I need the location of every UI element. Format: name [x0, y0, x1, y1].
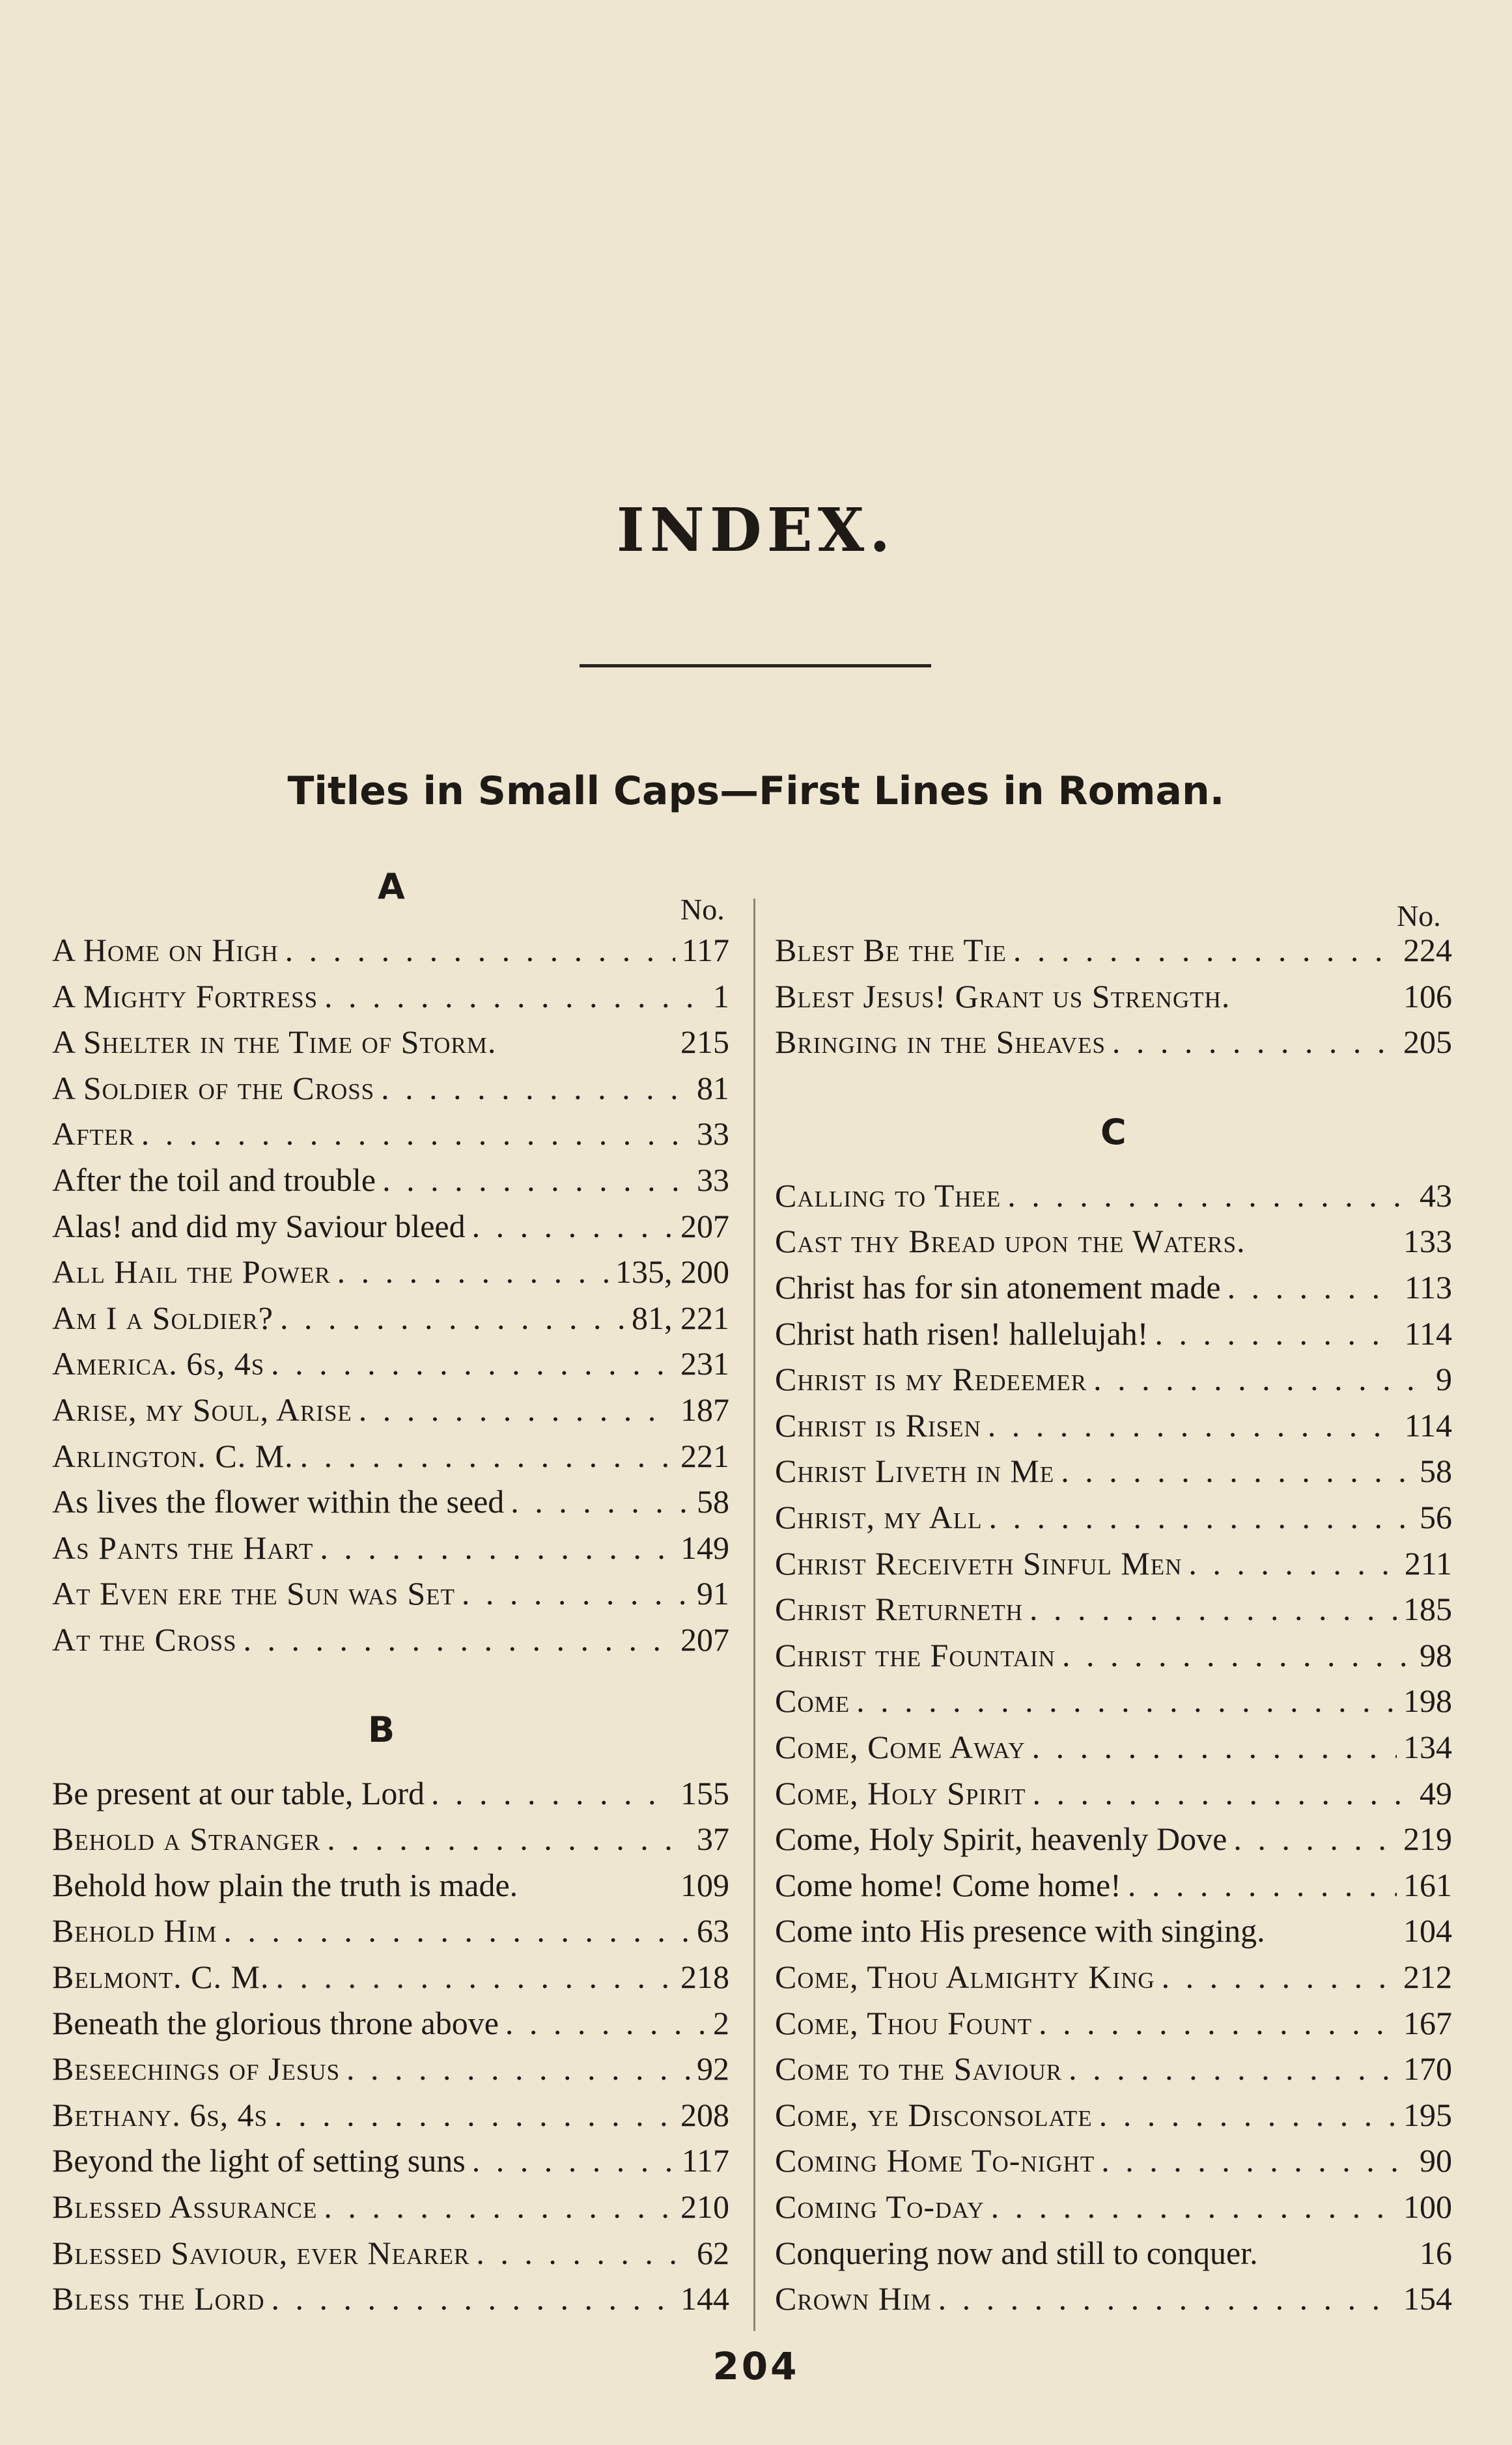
entry-title: Christ Liveth in Me — [775, 1453, 1055, 1490]
leader-dots — [1032, 1728, 1397, 1766]
column-divider — [753, 899, 755, 2331]
entry-title: After the toil and trouble — [52, 1162, 376, 1198]
leader-dots — [938, 2280, 1397, 2317]
index-entry — [775, 931, 1452, 977]
leader-dots — [1061, 1452, 1413, 1490]
leader-dots — [272, 2280, 674, 2317]
leader-dots — [1032, 1774, 1413, 1812]
entry-title: Behold Him — [52, 1912, 217, 1949]
entry-number: 170 — [1403, 2050, 1452, 2088]
index-entry — [52, 1345, 729, 1390]
entry-number: 207 — [680, 1207, 729, 1244]
index-entry — [52, 1391, 729, 1436]
entry-number: 9 — [1436, 1361, 1452, 1398]
entry-title: Come to the Saviour — [775, 2050, 1063, 2088]
entry-title: At Even ere the Sun was Set — [52, 1575, 455, 1612]
index-entry — [52, 1115, 729, 1160]
index-entry — [52, 1437, 729, 1483]
leader-dots — [1069, 2050, 1397, 2088]
leader-dots — [462, 1574, 690, 1612]
index-entry — [775, 2096, 1452, 2142]
entry-number: 43 — [1420, 1177, 1452, 1214]
index-entry — [52, 2142, 729, 2187]
left_column-no-label: No. — [680, 893, 725, 926]
index-entry — [775, 1452, 1452, 1498]
entry-title: Arise, my Soul, Arise — [52, 1391, 352, 1428]
entry-number: 91 — [697, 1575, 729, 1612]
leader-dots — [141, 1115, 690, 1153]
entry-number: 113 — [1404, 1269, 1452, 1306]
entry-title: Christ, my All — [775, 1499, 983, 1535]
index-entry — [775, 1177, 1452, 1222]
leader-dots — [337, 1253, 609, 1291]
index-entry — [775, 1222, 1452, 1268]
entry-title: As Pants the Hart — [52, 1529, 314, 1566]
leader-dots — [1155, 1315, 1397, 1352]
index-entry — [775, 1315, 1452, 1360]
index-entry — [52, 2234, 729, 2280]
entry-number: 98 — [1420, 1636, 1452, 1673]
entry-title: Come, Holy Spirit — [775, 1774, 1026, 1811]
entry-title: Christ is my Redeemer — [775, 1361, 1087, 1398]
entry-number: 33 — [697, 1162, 729, 1198]
leader-dots — [381, 1069, 690, 1107]
entry-title: Come, Thou Fount — [775, 2004, 1033, 2041]
entry-title: After — [52, 1115, 135, 1153]
leader-dots — [1227, 1268, 1398, 1306]
section-letter-c: C — [1100, 1111, 1127, 1153]
page-title: INDEX. — [616, 495, 896, 565]
index-entry — [775, 1958, 1452, 2004]
entry-number: 37 — [697, 1821, 729, 1858]
index-entry — [775, 1912, 1452, 1957]
leader-dots — [1093, 1360, 1429, 1398]
leader-dots — [324, 977, 707, 1015]
section-letter-b: B — [368, 1709, 395, 1750]
leader-dots — [274, 2096, 674, 2134]
index-entry — [52, 2050, 729, 2095]
entry-title: Come home! Come home! — [775, 1866, 1121, 1903]
entry-title: Bless the Lord — [52, 2280, 265, 2317]
leader-dots — [1099, 2096, 1397, 2134]
entry-number: 231 — [680, 1345, 729, 1382]
entry-number: 134 — [1403, 1729, 1452, 1765]
entry-title: Christ Returneth — [775, 1591, 1024, 1628]
entry-title: All Hail the Power — [52, 1253, 331, 1291]
entry-title: Come, Come Away — [775, 1729, 1026, 1765]
leader-dots — [382, 1161, 690, 1199]
entry-number: 135, 200 — [615, 1253, 729, 1291]
entry-number: 224 — [1403, 932, 1452, 968]
entry-number: 167 — [1403, 2004, 1452, 2041]
index-entry — [775, 1498, 1452, 1544]
leader-dots — [1233, 1820, 1397, 1858]
entry-number: 81, 221 — [632, 1299, 729, 1336]
entry-number: 207 — [680, 1621, 729, 1658]
index-entry — [52, 1207, 729, 1253]
leader-dots — [280, 1299, 625, 1337]
entry-number: 154 — [1403, 2280, 1452, 2317]
leader-dots — [324, 2188, 674, 2226]
index-entry — [775, 2004, 1452, 2050]
leader-dots — [1112, 1023, 1397, 1061]
entry-title: Coming To-day — [775, 2188, 985, 2225]
entry-number: 58 — [697, 1483, 729, 1520]
entry-title: Beyond the light of setting suns — [52, 2142, 466, 2179]
entry-number: 187 — [680, 1391, 729, 1428]
index-entry — [52, 2188, 729, 2233]
entry-number: 109 — [680, 1866, 729, 1903]
leader-dots — [285, 931, 675, 969]
index-entry — [52, 1912, 729, 1957]
leader-dots — [359, 1391, 674, 1429]
entry-title: Behold how plain the truth is made. — [52, 1866, 518, 1903]
index-entry — [775, 1728, 1452, 1774]
index-entry — [52, 1820, 729, 1865]
entry-title: America. 6s, 4s — [52, 1345, 265, 1382]
index-entry — [775, 1268, 1452, 1314]
entry-number: 161 — [1403, 1866, 1452, 1903]
index-entry — [775, 2188, 1452, 2233]
entry-title: A Home on High — [52, 932, 279, 968]
leader-dots — [243, 1621, 674, 1658]
subtitle: Titles in Small Caps—First Lines in Roman. — [287, 768, 1225, 814]
entry-number: 205 — [1403, 1024, 1452, 1061]
entry-title: Bethany. 6s, 4s — [52, 2096, 268, 2133]
entry-title: Christ hath risen! hallelujah! — [775, 1315, 1149, 1352]
entry-title: Am I a Soldier? — [52, 1299, 273, 1336]
leader-dots — [431, 1774, 674, 1812]
leader-dots — [988, 1498, 1413, 1536]
entry-number: 104 — [1403, 1912, 1452, 1949]
entry-title: Christ has for sin atonement made — [775, 1269, 1221, 1306]
entry-title: Blessed Saviour, ever Nearer — [52, 2234, 470, 2271]
leader-dots — [511, 1483, 690, 1520]
entry-number: 90 — [1420, 2142, 1452, 2179]
entry-number: 185 — [1403, 1591, 1452, 1628]
leader-dots — [1128, 1866, 1397, 1904]
index-entry — [775, 2050, 1452, 2095]
entry-title: As lives the flower within the seed — [52, 1483, 505, 1520]
title-rule — [580, 664, 931, 667]
entry-number: 63 — [697, 1912, 729, 1949]
entry-title: Come, Thou Almighty King — [775, 1959, 1155, 1995]
leader-dots — [988, 1406, 1398, 1444]
index-entry — [775, 1682, 1452, 1727]
index-entry — [52, 1529, 729, 1574]
leader-dots — [505, 2004, 707, 2042]
leader-dots — [1029, 1590, 1397, 1628]
index-entry — [52, 1069, 729, 1115]
leader-dots — [320, 1529, 674, 1567]
section-letter-a: A — [378, 866, 405, 907]
index-entry — [775, 2280, 1452, 2325]
entry-number: 106 — [1403, 977, 1452, 1014]
leader-dots — [271, 1345, 674, 1382]
entry-title: Blessed Assurance — [52, 2188, 318, 2225]
leader-dots — [1188, 1544, 1397, 1582]
entry-number: 100 — [1403, 2188, 1452, 2225]
leader-dots — [991, 2188, 1397, 2226]
entry-title: Bringing in the Sheaves — [775, 1024, 1106, 1061]
index-entry — [775, 2234, 1452, 2280]
index-entry — [52, 1574, 729, 1620]
index-entry — [52, 1299, 729, 1345]
entry-number: 117 — [681, 932, 729, 968]
entry-title: Christ Receiveth Sinful Men — [775, 1544, 1183, 1582]
leader-dots — [1062, 1636, 1413, 1674]
entry-title: Belmont. C. M. — [52, 1959, 270, 1995]
right_column-no-label: No. — [1397, 899, 1441, 932]
entry-number: 117 — [681, 2142, 729, 2179]
leader-dots — [1039, 2004, 1397, 2042]
index-entry — [775, 1406, 1452, 1452]
entry-title: Alas! and did my Saviour bleed — [52, 1207, 466, 1244]
leader-dots — [300, 1437, 674, 1475]
entry-number: 195 — [1403, 2096, 1452, 2133]
index-entry — [52, 2096, 729, 2142]
entry-title: Crown Him — [775, 2280, 932, 2317]
entry-number: 33 — [697, 1115, 729, 1153]
entry-number: 215 — [680, 1024, 729, 1061]
entry-number: 16 — [1420, 2234, 1452, 2271]
entry-number: 1 — [713, 977, 729, 1014]
leader-dots — [223, 1912, 690, 1949]
entry-title: Conquering now and still to conquer. — [775, 2234, 1258, 2271]
entry-title: Christ is Risen — [775, 1406, 981, 1444]
entry-title: Calling to Thee — [775, 1177, 1001, 1214]
index-entry — [775, 1590, 1452, 1636]
entry-number: 208 — [680, 2096, 729, 2133]
index-entry — [775, 1820, 1452, 1865]
entry-title: Be present at our table, Lord — [52, 1774, 425, 1811]
index-entry — [775, 977, 1452, 1023]
index-entry — [52, 931, 729, 977]
entry-number: 81 — [697, 1069, 729, 1106]
entry-title: Beseechings of Jesus — [52, 2050, 341, 2088]
index-entry — [52, 1253, 729, 1298]
entry-number: 149 — [680, 1529, 729, 1566]
entry-number: 219 — [1403, 1821, 1452, 1858]
entry-number: 58 — [1420, 1453, 1452, 1490]
index-entry — [775, 1360, 1452, 1406]
leader-dots — [346, 2050, 690, 2088]
entry-title: Coming Home To-night — [775, 2142, 1095, 2179]
index-entry — [775, 1774, 1452, 1820]
entry-title: Cast thy Bread upon the Waters. — [775, 1223, 1246, 1260]
entry-number: 133 — [1403, 1223, 1452, 1260]
entry-number: 92 — [697, 2050, 729, 2088]
leader-dots — [1007, 1177, 1413, 1214]
entry-number: 211 — [1404, 1544, 1452, 1582]
entry-number: 144 — [680, 2280, 729, 2317]
entry-number: 218 — [680, 1959, 729, 1995]
index-entry — [52, 1483, 729, 1528]
index-entry — [52, 1621, 729, 1666]
index-entry — [775, 1023, 1452, 1069]
entry-title: Behold a Stranger — [52, 1821, 321, 1858]
leader-dots — [327, 1820, 690, 1858]
leader-dots — [856, 1682, 1397, 1720]
index-entry — [52, 1866, 729, 1912]
index-entry — [775, 1866, 1452, 1912]
entry-number: 221 — [680, 1437, 729, 1474]
entry-title: At the Cross — [52, 1621, 237, 1658]
index-entry — [52, 1161, 729, 1207]
entry-title: Arlington. C. M. — [52, 1437, 294, 1474]
entry-title: Christ the Fountain — [775, 1636, 1056, 1673]
entry-number: 2 — [713, 2004, 729, 2041]
index-entry — [52, 2004, 729, 2050]
index-entry — [775, 2142, 1452, 2187]
entry-title: A Mighty Fortress — [52, 977, 318, 1014]
index-entry — [52, 1958, 729, 2004]
entry-number: 62 — [697, 2234, 729, 2271]
entry-number: 210 — [680, 2188, 729, 2225]
entry-number: 155 — [680, 1774, 729, 1811]
entry-title: A Shelter in the Time of Storm. — [52, 1024, 497, 1061]
leader-dots — [275, 1958, 674, 1996]
entry-number: 56 — [1420, 1499, 1452, 1535]
entry-number: 198 — [1403, 1683, 1452, 1720]
leader-dots — [1101, 2142, 1413, 2179]
index-entry — [52, 2280, 729, 2325]
leader-dots — [476, 2234, 690, 2272]
index-entry — [52, 977, 729, 1023]
index-entry — [775, 1544, 1452, 1590]
leader-dots — [472, 2142, 675, 2179]
entry-title: Beneath the glorious throne above — [52, 2004, 499, 2041]
index-entry — [775, 1636, 1452, 1682]
entry-number: 114 — [1404, 1406, 1452, 1444]
entry-title: Blest Be the Tie — [775, 932, 1007, 968]
index-entry — [52, 1023, 729, 1069]
entry-title: Blest Jesus! Grant us Strength. — [775, 977, 1231, 1014]
entry-title: A Soldier of the Cross — [52, 1069, 375, 1106]
entry-number: 49 — [1420, 1774, 1452, 1811]
entry-number: 212 — [1403, 1959, 1452, 1995]
entry-title: Come — [775, 1683, 850, 1720]
leader-dots — [472, 1207, 674, 1245]
entry-title: Come, ye Disconsolate — [775, 2096, 1093, 2133]
entry-title: Come into His presence with singing. — [775, 1912, 1265, 1949]
leader-dots — [1013, 931, 1397, 969]
index-entry — [52, 1774, 729, 1820]
entry-title: Come, Holy Spirit, heavenly Dove — [775, 1821, 1227, 1858]
entry-number: 114 — [1404, 1315, 1452, 1352]
page-number: 204 — [712, 2344, 800, 2388]
leader-dots — [1162, 1958, 1397, 1996]
